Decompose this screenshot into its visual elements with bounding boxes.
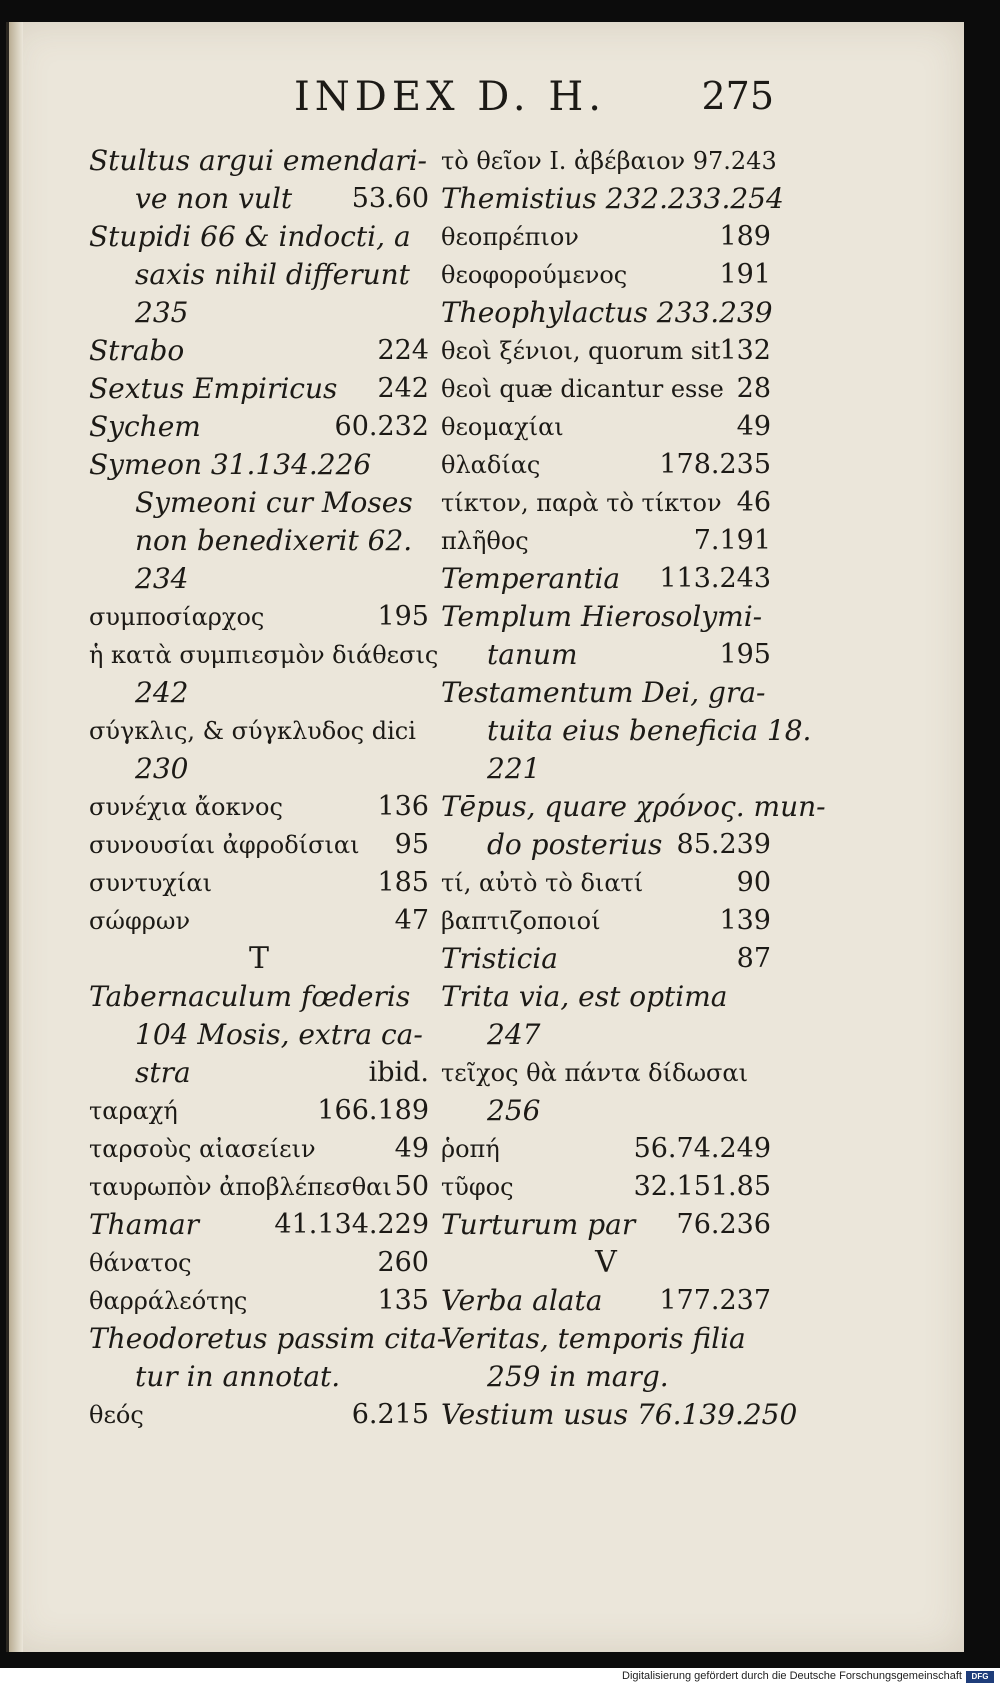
index-term: Veritas, temporis filia [441,1322,746,1355]
index-term: do posterius [487,828,663,861]
index-term: τῦφος [441,1173,514,1201]
index-entry [89,750,429,788]
index-term: συνουσίαι ἀφροδίσιαι [89,831,360,859]
index-entry [89,864,429,902]
index-term: ῥοπή [441,1135,500,1163]
index-entry [89,902,429,940]
index-term: saxis nihil differunt [135,258,410,291]
index-column-left [89,142,447,1434]
index-term: Theophylactus 233.239 [441,296,773,329]
index-term: τεῖχος θὰ πάντα δίδωσαι [441,1059,749,1087]
index-term: ταραχή [89,1097,178,1125]
index-entry [89,1168,429,1206]
page-number: 275 [701,74,774,118]
index-term: Testamentum Dei, gra- [441,676,766,709]
index-entry [89,1282,429,1320]
page-reference: 95 [394,829,429,860]
index-entry [441,446,771,484]
page-reference: 224 [377,335,429,366]
index-entry [89,598,429,636]
index-entry [89,370,429,408]
index-entry [89,1358,429,1396]
index-entry [441,1320,771,1358]
index-term: Stupidi 66 & indocti, a [89,220,411,253]
index-entry [89,826,429,864]
index-entry [89,294,429,332]
page-reference: 178.235 [659,449,771,480]
page-reference: 53.60 [351,183,429,214]
page-reference: 260 [377,1247,429,1278]
index-term: 242 [135,676,189,709]
index-term: συντυχίαι [89,869,212,897]
index-entry [441,712,812,750]
index-term: ἡ κατὰ συμπιεσμὸν διάθεσις [89,641,439,669]
index-entry [441,522,771,560]
index-entry [441,180,784,218]
index-entry [441,1206,771,1244]
page-reference: 6.215 [351,1399,429,1430]
index-term: σώφρων [89,907,191,935]
index-term: 235 [135,296,189,329]
index-entry [89,180,429,218]
index-term: Vestium usus 76.139.250 [441,1398,798,1431]
index-entry [441,864,771,902]
page-reference: 56.74.249 [633,1133,771,1164]
index-entry [441,674,771,712]
index-term: Theodoretus passim cita- [89,1322,447,1355]
page-reference: 195 [719,639,771,670]
index-entry [89,1054,429,1092]
index-term: Tristicia [441,942,558,975]
index-entry [89,218,429,256]
index-entry [441,142,777,180]
index-entry [89,522,429,560]
index-term: stra [135,1056,191,1089]
index-entry [89,256,429,294]
letter-heading: T [248,941,269,976]
index-entry [441,1130,771,1168]
index-term: 221 [487,752,541,785]
dfg-logo: DFG [966,1671,994,1683]
index-term: θεός [89,1401,144,1429]
page-reference: 28 [736,373,771,404]
page-reference: 90 [736,867,771,898]
index-entry [441,598,771,636]
index-entry [441,1054,771,1092]
index-entry [441,408,771,446]
page-reference: 47 [394,905,429,936]
index-term: tur in annotat. [135,1360,341,1393]
index-term: ταυρωπὸν ἀποβλέπεσθαι [89,1173,392,1201]
index-term: 259 in marg. [487,1360,669,1393]
index-term: θλαδίας [441,451,541,479]
index-entry [441,1358,771,1396]
index-entry [89,332,429,370]
index-entry [441,1396,798,1434]
index-term: ταρσοὺς αἰασείειν [89,1135,316,1163]
page-reference: 135 [377,1285,429,1316]
index-term: Templum Hierosolymi- [441,600,763,633]
page-reference: 242 [377,373,429,404]
page-reference: 191 [719,259,771,290]
page-reference: 49 [736,411,771,442]
page-reference: 139 [719,905,771,936]
index-entry [441,370,771,408]
index-entry [89,712,429,750]
index-term: θεομαχίαι [441,413,564,441]
index-term: τὸ θεῖον I. ἀβέβαιον 97.243 [441,147,777,175]
index-term: βαπτιζοποιοί [441,907,601,935]
page-gutter-shadow [9,22,23,1652]
index-entry [89,1244,429,1282]
running-title: INDEX D. H. [294,74,606,120]
index-term: θεοὶ ξένιοι, quorum sit [441,337,721,365]
index-term: συμποσίαρχος [89,603,265,631]
page-reference: 136 [377,791,429,822]
running-head [294,74,774,134]
index-term: 234 [135,562,189,595]
index-term: Symeoni cur Moses [135,486,413,519]
index-entry [89,1320,447,1358]
index-entry [89,788,429,826]
index-entry [441,1282,771,1320]
index-entry [441,1168,771,1206]
index-entry [89,978,429,1016]
index-entry [441,332,771,370]
page-reference: 195 [377,601,429,632]
index-term: συνέχια ἄοκνος [89,793,283,821]
index-entry [89,408,429,446]
index-term: Sextus Empiricus [89,372,338,405]
index-term: θεοφορούμενος [441,261,628,289]
index-entry [89,636,439,674]
index-term: ve non vult [135,182,293,215]
page-reference: 177.237 [659,1285,771,1316]
index-term: Turturum par [441,1208,636,1241]
index-term: σύγκλις, & σύγκλυδος dici [89,717,416,745]
index-term: Stultus argui emendari- [89,144,428,177]
page-reference: 113.243 [659,563,771,594]
page-reference: 32.151.85 [633,1171,771,1202]
page-reference: 85.239 [676,829,771,860]
index-entry [441,826,771,864]
index-term: Temperantia [441,562,621,595]
page-reference: 41.134.229 [274,1209,429,1240]
index-term: Trita via, est optima [441,980,728,1013]
page-reference: 189 [719,221,771,252]
book-page [6,22,964,1652]
index-entry [441,294,771,332]
index-term: Themistius 232.233.254 [441,182,784,215]
index-term: θάνατος [89,1249,192,1277]
index-term: tuita eius beneficia 18. [487,714,812,747]
page-reference: 7.191 [693,525,771,556]
index-entry [89,1130,429,1168]
index-entry [441,902,771,940]
index-entry [89,560,429,598]
index-entry [89,674,429,712]
letter-heading: V [595,1245,617,1280]
page-reference: 60.232 [334,411,429,442]
index-entry [89,484,429,522]
index-term: Sychem [89,410,201,443]
page-reference: 49 [394,1133,429,1164]
index-entry [441,560,771,598]
index-term: Tabernaculum fœderis [89,980,411,1013]
index-term: Thamar [89,1208,200,1241]
index-entry [441,218,771,256]
index-term: 247 [487,1018,541,1051]
index-entry [441,1092,771,1130]
page-reference: 87 [736,943,771,974]
page-reference: 132 [719,335,771,366]
index-entry [89,1206,429,1244]
index-column-right [441,142,826,1434]
index-term: θεοὶ quæ dicantur esse [441,375,724,403]
index-term: non benedixerit 62. [135,524,413,557]
index-entry [89,446,429,484]
page-reference: 166.189 [317,1095,429,1126]
index-term: 256 [487,1094,541,1127]
index-entry [441,940,771,978]
page-reference: 46 [736,487,771,518]
index-term: θαρράλεότης [89,1287,248,1315]
index-term: πλῆθος [441,527,529,555]
index-entry [441,788,826,826]
index-entry [441,636,771,674]
page-reference: 50 [394,1171,429,1202]
index-term: 104 Mosis, extra ca- [135,1018,423,1051]
page-reference: ibid. [368,1057,429,1088]
page-reference: 76.236 [676,1209,771,1240]
index-entry [89,1092,429,1130]
funding-credit: Digitalisierung gefördert durch die Deutsche Forschungsgemeinschaft [622,1670,962,1682]
index-term: τίκτον, παρὰ τὸ τίκτον [441,489,722,517]
index-entry [441,978,771,1016]
index-term: θεοπρέπιον [441,223,579,251]
page-reference: 185 [377,867,429,898]
index-entry [441,1016,771,1054]
index-entry [89,142,429,180]
index-term: Verba alata [441,1284,603,1317]
index-term: Strabo [89,334,185,367]
index-entry [89,1016,429,1054]
index-entry [441,256,771,294]
index-term: Symeon 31.134.226 [89,448,372,481]
index-entry [441,750,771,788]
index-term: Tēpus, quare χρόνος. mun- [441,790,826,823]
footer-bar [0,1668,1000,1687]
index-term: tanum [487,638,578,671]
index-term: τί, αὐτὸ τὸ διατί [441,869,644,897]
index-term: 230 [135,752,189,785]
index-entry [89,1396,429,1434]
index-entry [441,484,771,522]
